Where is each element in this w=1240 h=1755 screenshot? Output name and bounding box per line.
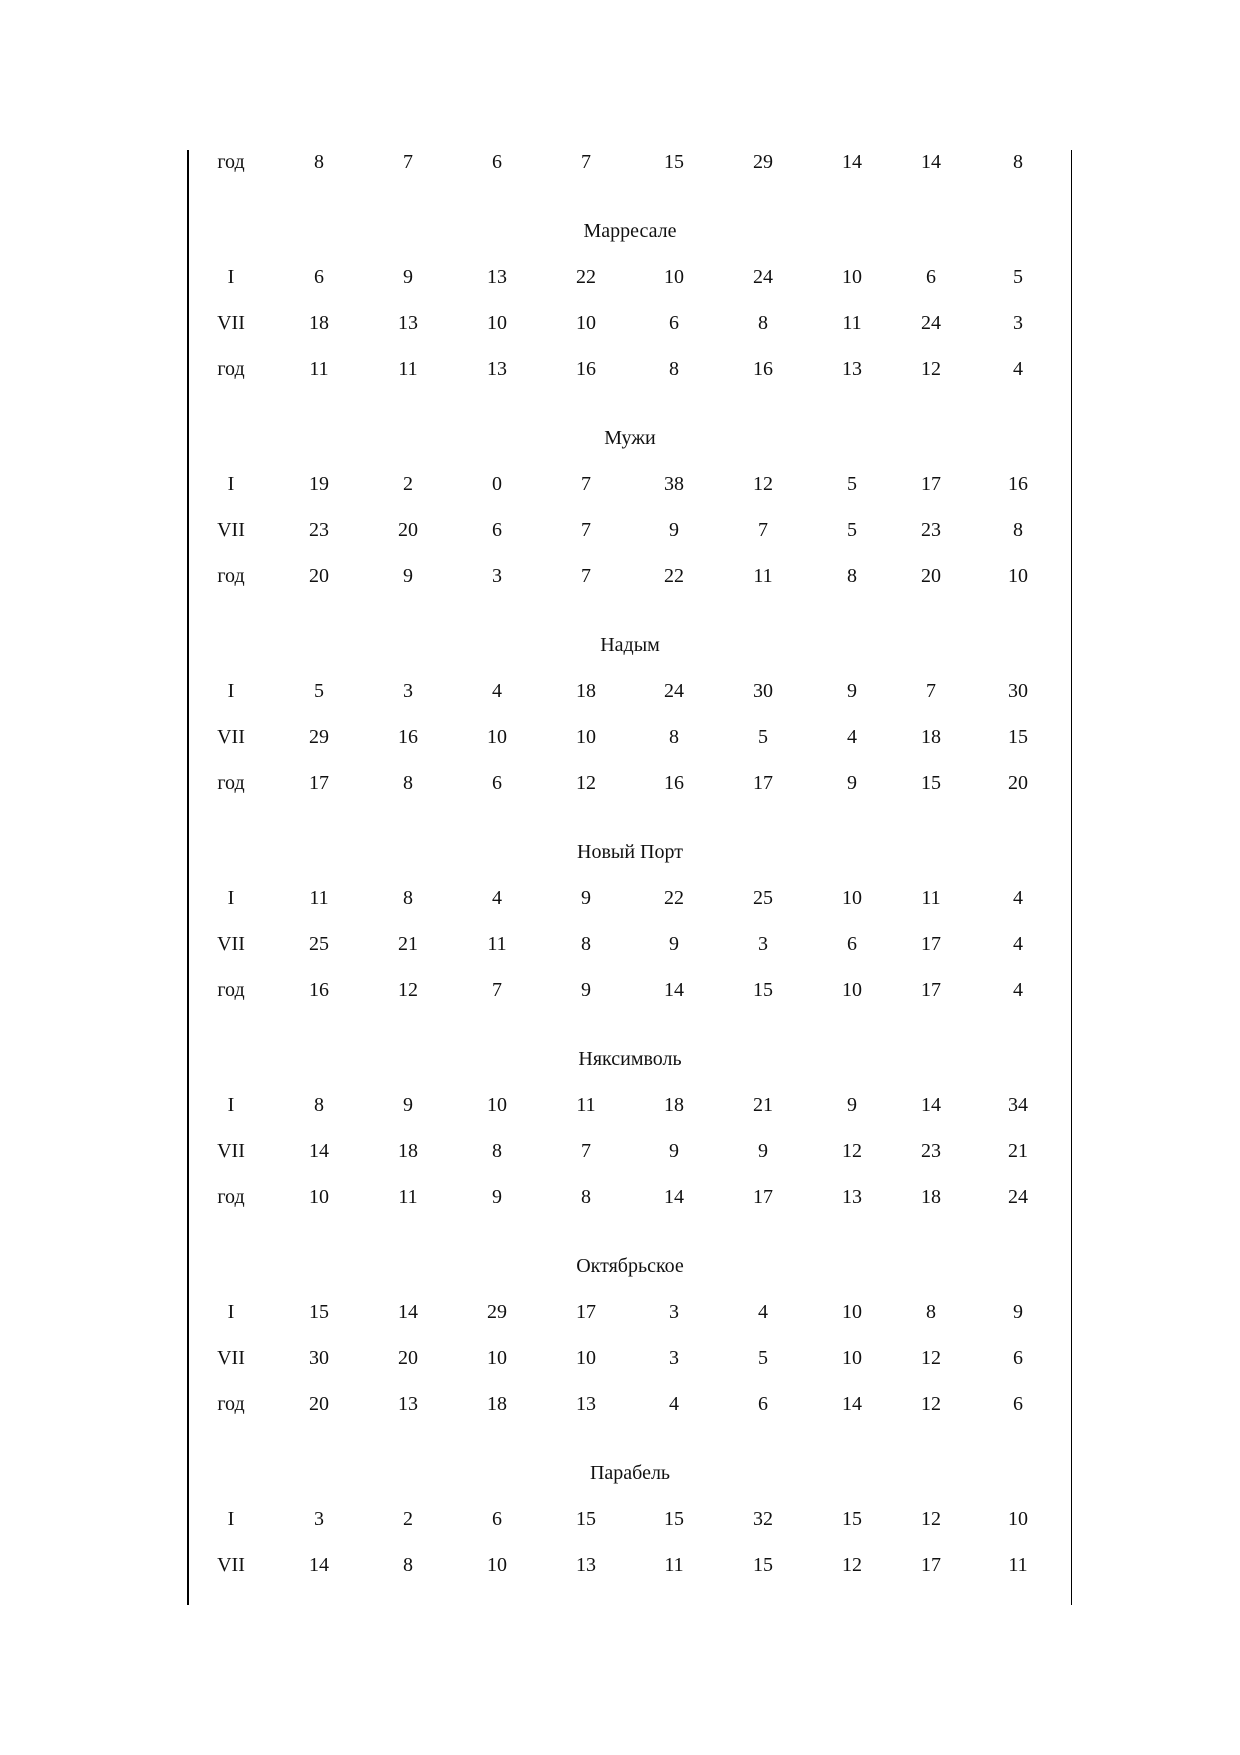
table-cell: 10	[487, 1347, 507, 1369]
station-heading	[189, 829, 1071, 875]
table-cell: 29	[487, 1301, 507, 1323]
table-cell: 24	[921, 312, 941, 334]
table-cell: 11	[576, 1094, 596, 1116]
table-cell: 6	[758, 1393, 768, 1415]
table-cell: 8	[847, 565, 857, 587]
table-cell: 3	[669, 1347, 679, 1369]
table-cell: 17	[921, 1554, 941, 1576]
table-cell: 4	[669, 1393, 679, 1415]
table-cell: 13	[842, 1186, 862, 1208]
table-cell: 4	[492, 887, 502, 909]
row-label: VII	[217, 1140, 245, 1162]
station-heading	[189, 622, 1071, 668]
table-cell: 5	[1013, 266, 1023, 288]
table-row	[189, 139, 1071, 185]
table-cell: 21	[753, 1094, 773, 1116]
table-cell: 9	[669, 519, 679, 541]
table-cell: 15	[576, 1508, 596, 1530]
row-label: год	[217, 151, 245, 173]
table-cell: 9	[1013, 1301, 1023, 1323]
table-cell: 12	[921, 1347, 941, 1369]
table-cell: 11	[842, 312, 862, 334]
table-cell: 18	[921, 1186, 941, 1208]
table-cell: 24	[1008, 1186, 1028, 1208]
table-cell: 14	[664, 1186, 684, 1208]
table-row	[189, 1335, 1071, 1381]
table-row	[189, 760, 1071, 806]
table-cell: 13	[576, 1554, 596, 1576]
table-cell: 8	[581, 1186, 591, 1208]
table-cell: 14	[309, 1140, 329, 1162]
table-cell: 15	[753, 1554, 773, 1576]
table-cell: 20	[309, 565, 329, 587]
table-cell: 22	[664, 887, 684, 909]
table-cell: 9	[758, 1140, 768, 1162]
row-label: I	[227, 680, 235, 702]
table-cell: 34	[1008, 1094, 1028, 1116]
station-name: Марресале	[583, 220, 677, 242]
row-label: год	[217, 1393, 245, 1415]
table-cell: 17	[753, 772, 773, 794]
table-cell: 7	[581, 565, 591, 587]
table-cell: 8	[581, 933, 591, 955]
row-label: I	[227, 1094, 235, 1116]
table-cell: 7	[403, 151, 413, 173]
table-cell: 6	[1013, 1393, 1023, 1415]
table-row	[189, 1174, 1071, 1220]
table-cell: 8	[403, 1554, 413, 1576]
table-cell: 9	[847, 772, 857, 794]
table-cell: 11	[309, 358, 329, 380]
table-cell: 12	[921, 1508, 941, 1530]
table-cell: 15	[309, 1301, 329, 1323]
table-cell: 3	[314, 1508, 324, 1530]
table-cell: 17	[576, 1301, 596, 1323]
table-cell: 24	[664, 680, 684, 702]
station-heading	[189, 1036, 1071, 1082]
row-label: год	[217, 358, 245, 380]
table-cell: 25	[309, 933, 329, 955]
table-cell: 7	[581, 519, 591, 541]
table-cell: 8	[669, 726, 679, 748]
table-cell: 23	[921, 519, 941, 541]
table-cell: 11	[921, 887, 941, 909]
table-cell: 9	[581, 979, 591, 1001]
table-cell: 21	[1008, 1140, 1028, 1162]
row-label: VII	[217, 519, 245, 541]
table-cell: 18	[664, 1094, 684, 1116]
table-cell: 13	[842, 358, 862, 380]
table-cell: 12	[753, 473, 773, 495]
table-cell: 7	[581, 151, 591, 173]
table-row	[189, 875, 1071, 921]
table-cell: 32	[753, 1508, 773, 1530]
row-label: год	[217, 979, 245, 1001]
table-cell: 10	[664, 266, 684, 288]
table-cell: 10	[487, 312, 507, 334]
table-cell: 8	[758, 312, 768, 334]
station-heading	[189, 1450, 1071, 1496]
table-row	[189, 507, 1071, 553]
table-cell: 13	[398, 1393, 418, 1415]
wind-frequency-table	[189, 150, 1071, 1605]
table-row	[189, 1381, 1071, 1427]
table-cell: 23	[309, 519, 329, 541]
table-cell: 7	[758, 519, 768, 541]
table-cell: 9	[403, 266, 413, 288]
table-cell: 14	[921, 151, 941, 173]
table-cell: 15	[842, 1508, 862, 1530]
row-label: VII	[217, 312, 245, 334]
station-name: Октябрьское	[576, 1255, 684, 1277]
table-cell: 2	[403, 473, 413, 495]
table-cell: 17	[921, 933, 941, 955]
table-cell: 15	[753, 979, 773, 1001]
table-cell: 30	[1008, 680, 1028, 702]
table-cell: 5	[847, 473, 857, 495]
table-cell: 10	[576, 1347, 596, 1369]
table-cell: 11	[753, 565, 773, 587]
table-cell: 12	[921, 358, 941, 380]
table-cell: 8	[1013, 519, 1023, 541]
row-label: I	[227, 887, 235, 909]
table-cell: 14	[309, 1554, 329, 1576]
table-row	[189, 461, 1071, 507]
table-cell: 16	[309, 979, 329, 1001]
table-cell: 10	[842, 1347, 862, 1369]
table-cell: 22	[576, 266, 596, 288]
station-name: Новый Порт	[577, 841, 683, 863]
table-row	[189, 1496, 1071, 1542]
table-cell: 12	[921, 1393, 941, 1415]
table-cell: 6	[1013, 1347, 1023, 1369]
table-cell: 11	[398, 1186, 418, 1208]
table-cell: 14	[842, 151, 862, 173]
table-cell: 7	[581, 1140, 591, 1162]
table-cell: 14	[664, 979, 684, 1001]
table-cell: 6	[492, 1508, 502, 1530]
station-name: Надым	[600, 634, 660, 656]
table-cell: 15	[1008, 726, 1028, 748]
table-cell: 8	[403, 887, 413, 909]
table-cell: 5	[758, 726, 768, 748]
table-cell: 18	[487, 1393, 507, 1415]
table-cell: 15	[664, 1508, 684, 1530]
table-cell: 6	[926, 266, 936, 288]
table-cell: 4	[1013, 933, 1023, 955]
table-cell: 3	[492, 565, 502, 587]
table-cell: 8	[403, 772, 413, 794]
table-cell: 11	[487, 933, 507, 955]
table-cell: 7	[581, 473, 591, 495]
table-cell: 4	[1013, 979, 1023, 1001]
table-cell: 17	[753, 1186, 773, 1208]
table-cell: 18	[576, 680, 596, 702]
table-cell: 3	[1013, 312, 1023, 334]
row-label: I	[227, 266, 235, 288]
table-cell: 7	[492, 979, 502, 1001]
table-cell: 10	[576, 726, 596, 748]
table-row	[189, 1289, 1071, 1335]
table-row	[189, 553, 1071, 599]
table-cell: 8	[926, 1301, 936, 1323]
table-cell: 29	[309, 726, 329, 748]
table-frame	[187, 150, 1072, 1605]
table-cell: 22	[664, 565, 684, 587]
table-cell: 8	[492, 1140, 502, 1162]
table-cell: 9	[847, 1094, 857, 1116]
table-cell: 6	[492, 772, 502, 794]
row-label: I	[227, 1508, 235, 1530]
table-cell: 29	[753, 151, 773, 173]
table-cell: 18	[398, 1140, 418, 1162]
table-cell: 7	[926, 680, 936, 702]
table-cell: 4	[758, 1301, 768, 1323]
table-cell: 30	[309, 1347, 329, 1369]
table-cell: 9	[403, 1094, 413, 1116]
table-cell: 5	[847, 519, 857, 541]
table-cell: 3	[758, 933, 768, 955]
table-cell: 10	[309, 1186, 329, 1208]
table-cell: 9	[847, 680, 857, 702]
table-cell: 10	[1008, 1508, 1028, 1530]
table-cell: 13	[398, 312, 418, 334]
table-cell: 20	[1008, 772, 1028, 794]
table-cell: 10	[842, 979, 862, 1001]
table-cell: 24	[753, 266, 773, 288]
table-cell: 6	[492, 519, 502, 541]
table-cell: 6	[314, 266, 324, 288]
table-cell: 8	[314, 1094, 324, 1116]
table-cell: 20	[398, 519, 418, 541]
table-cell: 17	[921, 979, 941, 1001]
table-cell: 23	[921, 1140, 941, 1162]
table-row	[189, 1128, 1071, 1174]
row-label: I	[227, 1301, 235, 1323]
table-cell: 4	[1013, 358, 1023, 380]
table-cell: 10	[842, 887, 862, 909]
table-row	[189, 300, 1071, 346]
table-cell: 10	[842, 266, 862, 288]
table-cell: 10	[487, 1554, 507, 1576]
table-cell: 18	[309, 312, 329, 334]
table-cell: 10	[576, 312, 596, 334]
table-row	[189, 346, 1071, 392]
table-cell: 9	[403, 565, 413, 587]
table-cell: 2	[403, 1508, 413, 1530]
table-cell: 13	[487, 358, 507, 380]
table-cell: 10	[487, 726, 507, 748]
table-row	[189, 921, 1071, 967]
table-cell: 17	[921, 473, 941, 495]
station-name: Мужи	[604, 427, 656, 449]
station-heading	[189, 208, 1071, 254]
table-cell: 6	[669, 312, 679, 334]
row-label: год	[217, 1186, 245, 1208]
table-cell: 11	[1008, 1554, 1028, 1576]
row-label: VII	[217, 726, 245, 748]
table-cell: 0	[492, 473, 502, 495]
table-row	[189, 714, 1071, 760]
table-cell: 4	[847, 726, 857, 748]
table-cell: 12	[842, 1554, 862, 1576]
row-label: VII	[217, 1347, 245, 1369]
row-label: год	[217, 772, 245, 794]
row-label: год	[217, 565, 245, 587]
table-cell: 10	[1008, 565, 1028, 587]
station-heading	[189, 415, 1071, 461]
table-cell: 8	[1013, 151, 1023, 173]
table-cell: 8	[314, 151, 324, 173]
table-cell: 9	[492, 1186, 502, 1208]
table-cell: 3	[403, 680, 413, 702]
table-cell: 5	[314, 680, 324, 702]
table-cell: 10	[842, 1301, 862, 1323]
row-label: VII	[217, 933, 245, 955]
table-cell: 11	[309, 887, 329, 909]
table-cell: 20	[398, 1347, 418, 1369]
table-cell: 16	[1008, 473, 1028, 495]
station-heading	[189, 1243, 1071, 1289]
table-cell: 15	[664, 151, 684, 173]
table-cell: 12	[398, 979, 418, 1001]
table-cell: 4	[1013, 887, 1023, 909]
table-cell: 11	[664, 1554, 684, 1576]
table-row	[189, 254, 1071, 300]
table-cell: 14	[398, 1301, 418, 1323]
table-cell: 9	[669, 933, 679, 955]
table-cell: 16	[576, 358, 596, 380]
table-cell: 16	[664, 772, 684, 794]
table-cell: 9	[669, 1140, 679, 1162]
table-cell: 18	[921, 726, 941, 748]
table-cell: 19	[309, 473, 329, 495]
table-cell: 14	[842, 1393, 862, 1415]
table-cell: 5	[758, 1347, 768, 1369]
table-cell: 8	[669, 358, 679, 380]
table-cell: 6	[492, 151, 502, 173]
table-cell: 12	[576, 772, 596, 794]
table-cell: 9	[581, 887, 591, 909]
row-label: I	[227, 473, 235, 495]
table-cell: 12	[842, 1140, 862, 1162]
table-cell: 15	[921, 772, 941, 794]
station-name: Няксимволь	[578, 1048, 682, 1070]
table-cell: 6	[847, 933, 857, 955]
table-cell: 38	[664, 473, 684, 495]
table-row	[189, 967, 1071, 1013]
table-cell: 4	[492, 680, 502, 702]
table-cell: 13	[487, 266, 507, 288]
table-cell: 16	[398, 726, 418, 748]
table-cell: 17	[309, 772, 329, 794]
table-cell: 21	[398, 933, 418, 955]
table-cell: 13	[576, 1393, 596, 1415]
table-cell: 16	[753, 358, 773, 380]
station-name: Парабель	[589, 1462, 671, 1484]
table-cell: 20	[309, 1393, 329, 1415]
table-row	[189, 668, 1071, 714]
table-row	[189, 1542, 1071, 1588]
table-cell: 20	[921, 565, 941, 587]
table-cell: 25	[753, 887, 773, 909]
table-row	[189, 1082, 1071, 1128]
table-cell: 14	[921, 1094, 941, 1116]
table-cell: 11	[398, 358, 418, 380]
row-label: VII	[217, 1554, 245, 1576]
table-cell: 10	[487, 1094, 507, 1116]
table-cell: 3	[669, 1301, 679, 1323]
table-cell: 30	[753, 680, 773, 702]
